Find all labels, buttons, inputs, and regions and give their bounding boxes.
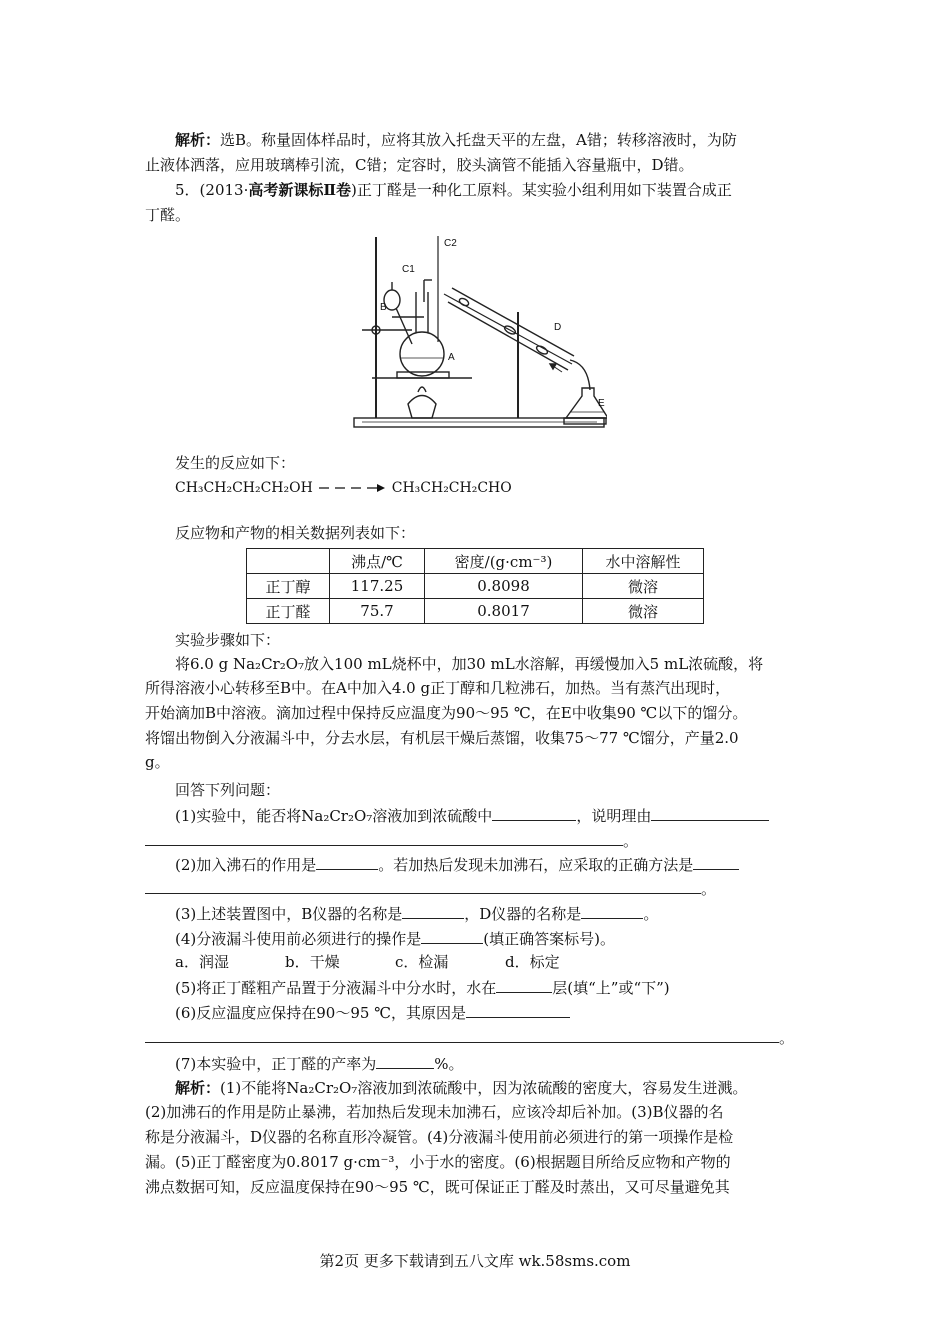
- label-d: D: [554, 322, 562, 333]
- answer-blank[interactable]: [693, 854, 739, 870]
- steps-title: 实验步骤如下：: [175, 631, 281, 649]
- page-footer: 第2页 更多下载请到五八文库 wk.58sms.com: [319, 1252, 631, 1270]
- analysis-label: 解析：: [175, 131, 221, 149]
- answer-blank[interactable]: [145, 830, 623, 846]
- steps-line: 开始滴加B中溶液。滴加过程中保持反应温度为90～95 ℃，在E中收集90 ℃以下的馏分。: [145, 704, 748, 722]
- question-intro-line: 丁醛。: [145, 206, 191, 224]
- apparatus-figure: [352, 232, 607, 432]
- table-cell: 117.25: [330, 574, 425, 599]
- question-3: (3)上述装置图中，B仪器的名称是 ，D仪器的名称是 。: [175, 905, 659, 923]
- answer-blank[interactable]: [581, 903, 643, 919]
- option-b: b．干燥: [285, 953, 340, 971]
- option-a: a．润湿: [175, 953, 229, 971]
- analysis-line: 漏。(5)正丁醛密度为0.8017 g·cm⁻³，小于水的密度。(6)根据题目所给反应物和产物的: [145, 1153, 731, 1171]
- answer-blank[interactable]: [492, 805, 576, 821]
- reaction-title: 发生的反应如下：: [175, 454, 296, 472]
- label-c2: C2: [444, 238, 457, 249]
- question-6-cont: 。: [145, 1027, 794, 1048]
- label-e: E: [598, 398, 605, 409]
- label-c1: C1: [402, 264, 415, 275]
- header-cell: [247, 549, 330, 574]
- question-2: (2)加入沸石的作用是 。若加热后发现未加沸石，应采取的正确方法是: [175, 854, 739, 875]
- question-1: (1)实验中，能否将Na₂Cr₂O₇溶液加到浓硫酸中 ，说明理由: [175, 805, 769, 826]
- option-c: c．检漏: [395, 953, 449, 971]
- answer-blank[interactable]: [316, 854, 378, 870]
- analysis-label: 解析：: [175, 1079, 221, 1097]
- question-intro: 5．(2013·高考新课标Ⅱ卷)正丁醛是一种化工原料。某实验小组利用如下装置合成正: [175, 181, 732, 199]
- analysis-line: (2)加沸石的作用是防止暴沸，若加热后发现未加沸石，应该冷却后补加。(3)B仪器的名: [145, 1103, 724, 1121]
- analysis-line: 解析：选B。称量固体样品时，应将其放入托盘天平的左盘，A错；转移溶液时，为防: [175, 131, 737, 149]
- product: CH₃CH₂CH₂CHO: [391, 480, 512, 496]
- header-cell: 水中溶解性: [583, 549, 704, 574]
- table-cell: 0.8098: [425, 574, 583, 599]
- header-cell: 密度/(g·cm⁻³): [425, 549, 583, 574]
- analysis-line: 沸点数据可知，反应温度保持在90～95 ℃，既可保证正丁醛及时蒸出，又可尽量避免其: [145, 1178, 730, 1196]
- question-5: (5)将正丁醛粗产品置于分液漏斗中分水时，水在 层(填“上”或“下”): [175, 979, 670, 997]
- answer-blank[interactable]: [466, 1002, 570, 1018]
- reactant: CH₃CH₂CH₂CH₂OH: [175, 480, 313, 496]
- table-cell: 微溶: [583, 599, 704, 624]
- label-b: B: [380, 302, 387, 313]
- question-6: (6)反应温度应保持在90～95 ℃，其原因是: [175, 1002, 570, 1023]
- answer-blank[interactable]: [421, 928, 483, 944]
- label-a: A: [448, 352, 455, 363]
- answer-blank[interactable]: [402, 903, 464, 919]
- analysis-line: 称是分液漏斗，D仪器的名称直形冷凝管。(4)分液漏斗使用前必须进行的第一项操作是检: [145, 1128, 734, 1146]
- steps-line: 将馏出物倒入分液漏斗中，分去水层，有机层干燥后蒸馏，收集75～77 ℃馏分，产量2.0: [145, 729, 739, 747]
- option-d: d．标定: [505, 953, 560, 971]
- header-cell: 沸点/℃: [330, 549, 425, 574]
- flask-a: [400, 332, 444, 376]
- steps-line: 将6.0 g Na₂Cr₂O₇放入100 mL烧杯中，加30 mL水溶解，再缓慢加入5 mL浓硫酸，将: [175, 655, 764, 673]
- table-row: [247, 574, 704, 599]
- table-title: 反应物和产物的相关数据列表如下：: [175, 524, 416, 542]
- table-row: [247, 599, 704, 624]
- table-header-row: [247, 549, 704, 574]
- analysis-line: 解析：(1)不能将Na₂Cr₂O₇溶液加到浓硫酸中，因为浓硫酸的密度大，容易发生迸溅。: [175, 1079, 748, 1097]
- answer-blank[interactable]: [145, 878, 701, 894]
- questions-title: 回答下列问题：: [175, 781, 281, 799]
- analysis-line: 止液体洒落，应用玻璃棒引流，C错；定容时，胶头滴管不能插入容量瓶中，D错。: [145, 156, 694, 174]
- reaction-equation: [175, 478, 512, 498]
- table-cell: 75.7: [330, 599, 425, 624]
- base-plate: [354, 418, 604, 427]
- burner: [408, 396, 436, 419]
- table-cell: 正丁醛: [247, 599, 330, 624]
- answer-blank[interactable]: [376, 1053, 434, 1069]
- question-7: (7)本实验中，正丁醛的产率为 %。: [175, 1055, 464, 1073]
- answer-blank[interactable]: [145, 1027, 779, 1043]
- question-source: 高考新课标Ⅱ卷: [248, 181, 351, 199]
- question-4: (4)分液漏斗使用前必须进行的操作是 (填正确答案标号)。: [175, 930, 615, 948]
- answer-blank[interactable]: [651, 805, 769, 821]
- steps-line: g。: [145, 753, 170, 771]
- table-cell: 0.8017: [425, 599, 583, 624]
- answer-blank[interactable]: [496, 977, 552, 993]
- steps-line: 所得溶液小心转移至B中。在A中加入4.0 g正丁醇和几粒沸石，加热。当有蒸汽出现时，: [145, 679, 731, 697]
- table-cell: 正丁醇: [247, 574, 330, 599]
- question-2-cont: 。: [145, 878, 716, 899]
- reaction-arrow: [317, 483, 387, 493]
- data-table: [246, 548, 704, 624]
- table-cell: 微溶: [583, 574, 704, 599]
- question-1-cont: 。: [145, 830, 638, 851]
